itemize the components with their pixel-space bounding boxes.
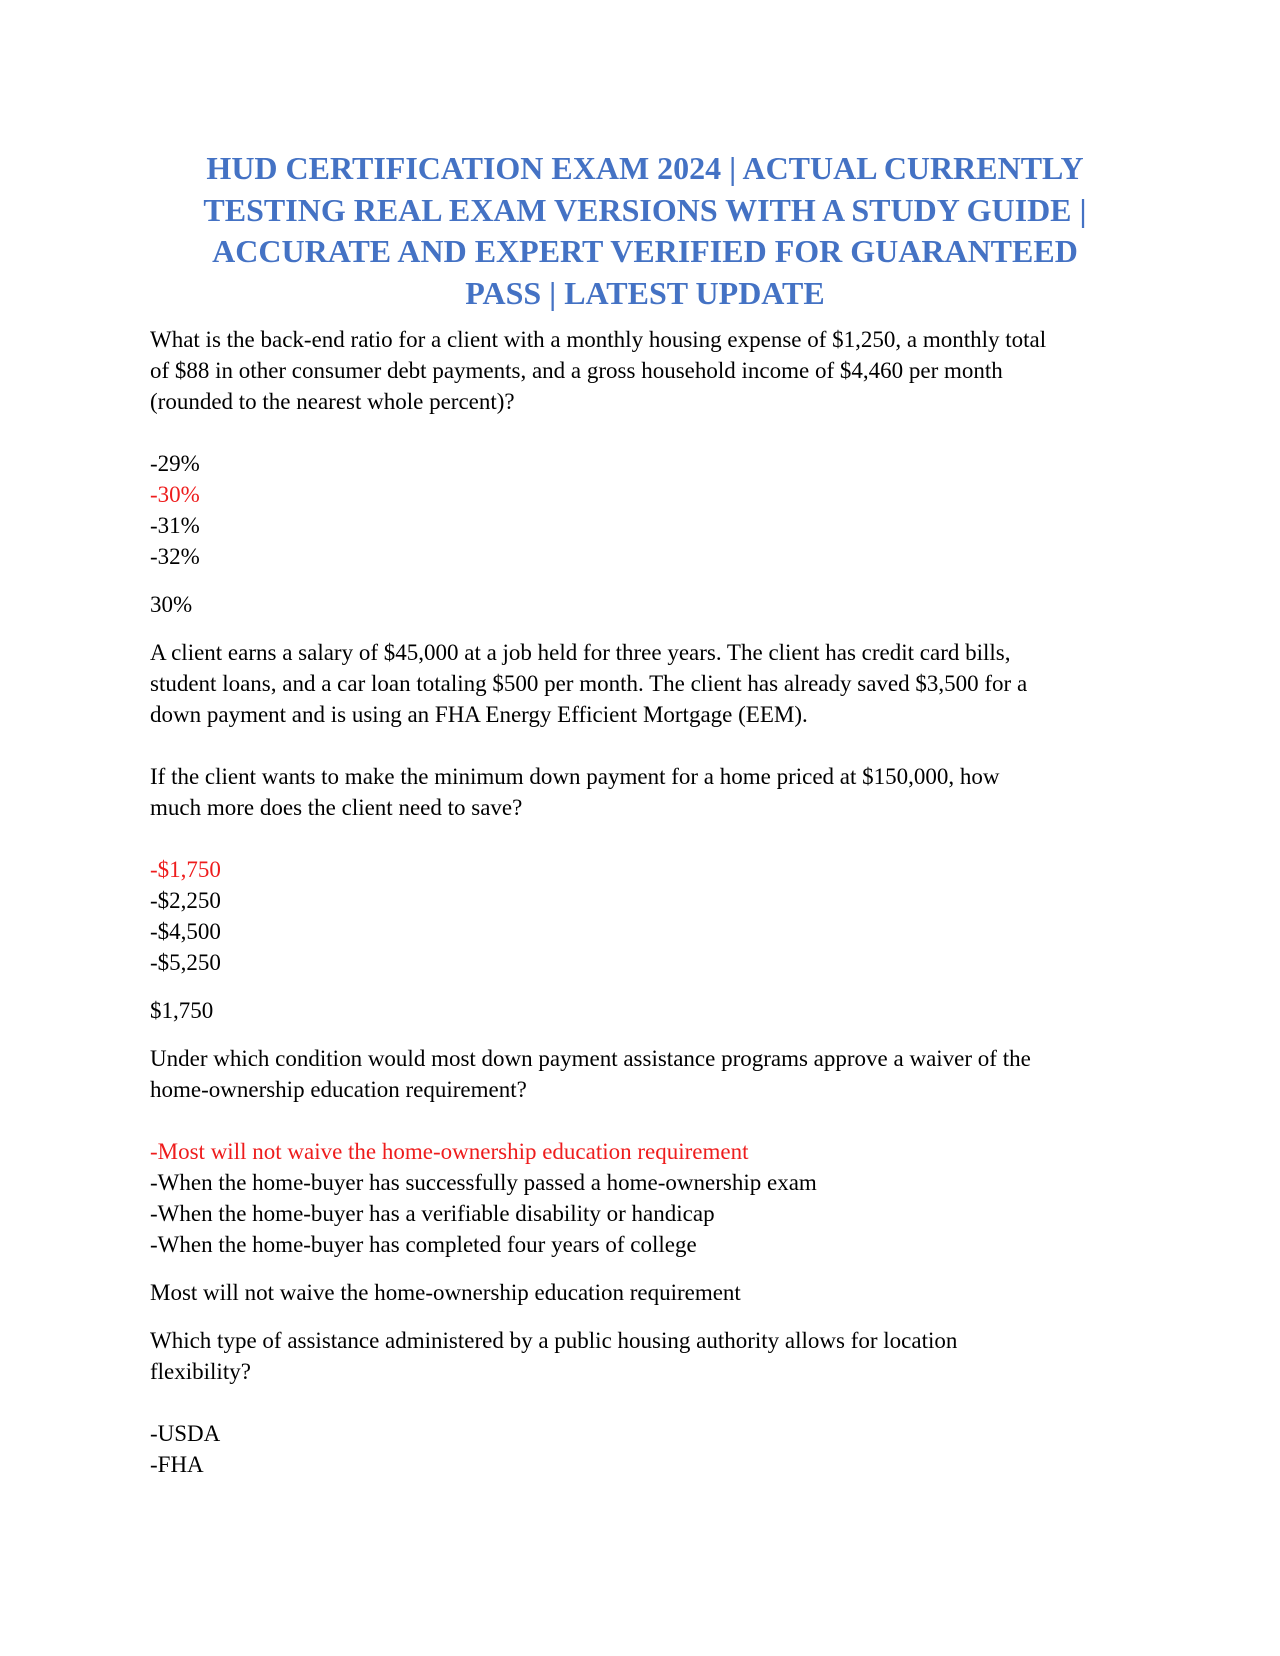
title-line: ACCURATE AND EXPERT VERIFIED FOR GUARANTEED: [212, 233, 1078, 269]
question-text: of $88 in other consumer debt payments, and a gross household income of $4,460 per month: [150, 358, 1003, 383]
correct-answer-option: -30%: [150, 482, 200, 507]
question-text: home-ownership education requirement?: [150, 1077, 527, 1102]
answer-option: -When the home-buyer has successfully passed a home-ownership exam: [150, 1170, 817, 1195]
question-text: Under which condition would most down payment assistance programs approve a waiver of the: [150, 1046, 1031, 1071]
question-block: [150, 324, 1140, 620]
question-text: A client earns a salary of $45,000 at a job held for three years. The client has credit card bills,: [150, 640, 1011, 665]
title-line: PASS | LATEST UPDATE: [465, 274, 825, 311]
question-text: much more does the client need to save?: [150, 795, 523, 820]
title-line: TESTING REAL EXAM VERSIONS WITH A STUDY GUIDE |: [203, 191, 1087, 228]
answer-key: 30%: [150, 592, 193, 617]
title-line: HUD CERTIFICATION EXAM 2024 | ACTUAL CURRENTLY: [206, 150, 1084, 186]
answer-option: -31%: [150, 513, 200, 538]
question-text: Which type of assistance administered by a public housing authority allows for location: [150, 1328, 958, 1353]
correct-answer-option: -$1,750: [150, 857, 221, 882]
answer-option: -FHA: [150, 1452, 204, 1477]
question-block: [150, 1043, 1140, 1308]
answer-option: -$5,250: [150, 950, 221, 975]
answer-key: Most will not waive the home-ownership education requirement: [150, 1280, 741, 1305]
document-page: [150, 148, 1140, 1480]
question-text: flexibility?: [150, 1359, 251, 1384]
correct-answer-option: -Most will not waive the home-ownership education requirement: [150, 1139, 749, 1164]
question-text: What is the back-end ratio for a client with a monthly housing expense of $1,250, a monthly total: [150, 327, 1047, 352]
answer-option: -$4,500: [150, 919, 221, 944]
answer-option: -$2,250: [150, 888, 221, 913]
question-text: (rounded to the nearest whole percent)?: [150, 389, 515, 414]
question-text: down payment and is using an FHA Energy Efficient Mortgage (EEM).: [150, 702, 808, 727]
document-title: [150, 148, 1140, 314]
question-block: [150, 1325, 1140, 1480]
question-text: If the client wants to make the minimum down payment for a home priced at $150,000, how: [150, 764, 1000, 789]
answer-option: -29%: [150, 451, 200, 476]
answer-option: -32%: [150, 544, 200, 569]
question-block: [150, 637, 1140, 1026]
answer-key: $1,750: [150, 998, 214, 1023]
answer-option: -When the home-buyer has completed four years of college: [150, 1232, 697, 1257]
answer-option: -USDA: [150, 1421, 221, 1446]
question-text: student loans, and a car loan totaling $500 per month. The client has already saved $3,500 for a: [150, 671, 1028, 696]
answer-option: -When the home-buyer has a verifiable disability or handicap: [150, 1201, 715, 1226]
